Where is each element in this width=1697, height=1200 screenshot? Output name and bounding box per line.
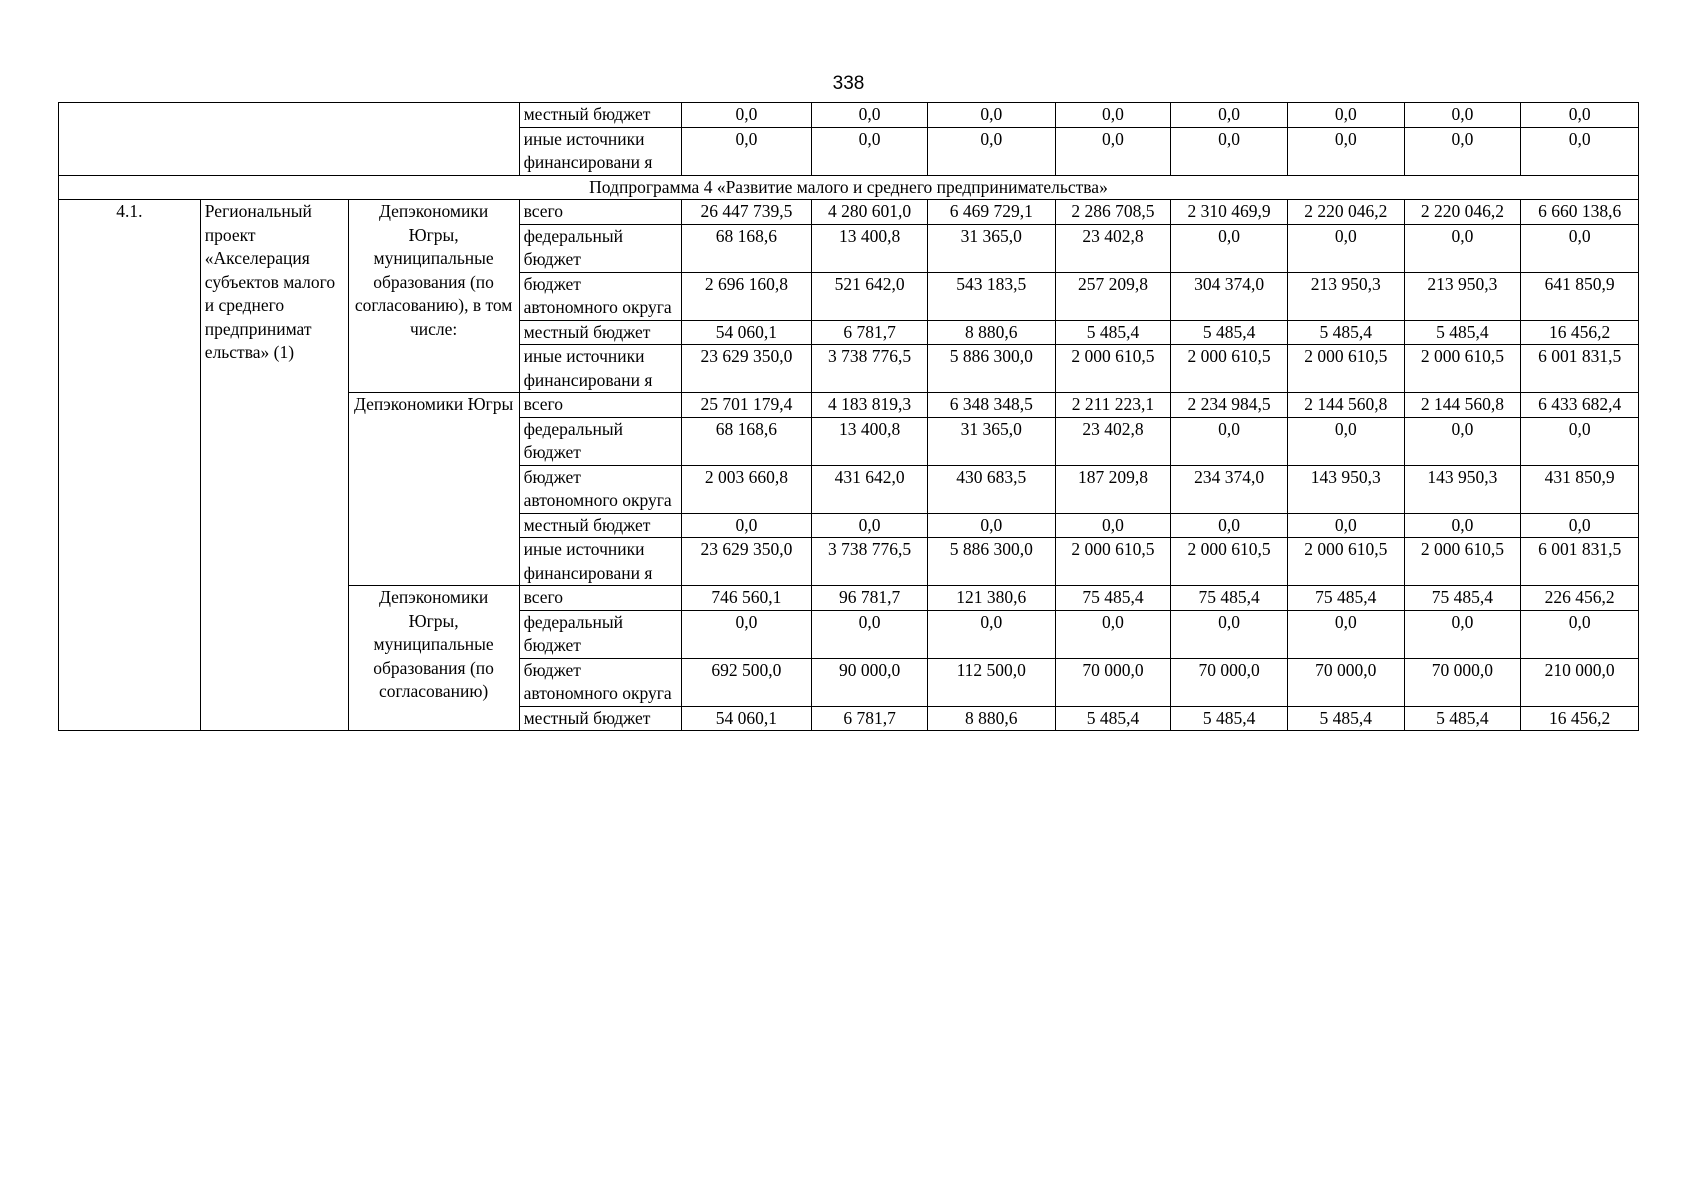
value-cell: 0,0 [927, 513, 1055, 538]
value-cell: 2 000 610,5 [1171, 538, 1288, 586]
executor-name: Депэкономики Югры, муниципальные образования (по согласованию) [348, 586, 519, 731]
value-cell: 2 000 610,5 [1287, 538, 1404, 586]
executor-name: Депэкономики Югры [348, 393, 519, 586]
value-cell: 0,0 [1404, 224, 1521, 272]
value-cell: 0,0 [927, 610, 1055, 658]
value-cell: 121 380,6 [927, 586, 1055, 611]
funding-source: иные источники финансировани я [519, 127, 681, 175]
value-cell: 2 003 660,8 [681, 465, 812, 513]
table-row [59, 200, 1639, 225]
value-cell: 0,0 [812, 513, 928, 538]
funding-source: бюджет автономного округа [519, 465, 681, 513]
value-cell: 0,0 [1287, 224, 1404, 272]
value-cell: 13 400,8 [812, 224, 928, 272]
value-cell: 0,0 [1404, 417, 1521, 465]
value-cell: 23 629 350,0 [681, 345, 812, 393]
value-cell: 2 144 560,8 [1287, 393, 1404, 418]
funding-source: всего [519, 200, 681, 225]
value-cell: 23 402,8 [1055, 417, 1171, 465]
value-cell: 3 738 776,5 [812, 538, 928, 586]
value-cell: 430 683,5 [927, 465, 1055, 513]
funding-source: бюджет автономного округа [519, 272, 681, 320]
value-cell: 8 880,6 [927, 320, 1055, 345]
value-cell: 6 001 831,5 [1521, 538, 1639, 586]
funding-source: местный бюджет [519, 320, 681, 345]
value-cell: 70 000,0 [1287, 658, 1404, 706]
value-cell: 2 234 984,5 [1171, 393, 1288, 418]
budget-table [58, 102, 1639, 731]
value-cell: 543 183,5 [927, 272, 1055, 320]
funding-source: федеральный бюджет [519, 417, 681, 465]
value-cell: 2 220 046,2 [1287, 200, 1404, 225]
value-cell: 70 000,0 [1055, 658, 1171, 706]
value-cell: 68 168,6 [681, 224, 812, 272]
value-cell: 75 485,4 [1287, 586, 1404, 611]
subprogram-row [59, 175, 1639, 200]
value-cell: 96 781,7 [812, 586, 928, 611]
value-cell: 234 374,0 [1171, 465, 1288, 513]
value-cell: 0,0 [927, 127, 1055, 175]
value-cell: 54 060,1 [681, 320, 812, 345]
value-cell: 431 642,0 [812, 465, 928, 513]
value-cell: 0,0 [1521, 224, 1639, 272]
value-cell: 5 485,4 [1287, 706, 1404, 731]
value-cell: 13 400,8 [812, 417, 928, 465]
value-cell: 0,0 [812, 103, 928, 128]
funding-source: всего [519, 586, 681, 611]
value-cell: 0,0 [1287, 103, 1404, 128]
value-cell: 2 211 223,1 [1055, 393, 1171, 418]
value-cell: 2 144 560,8 [1404, 393, 1521, 418]
value-cell: 5 485,4 [1055, 320, 1171, 345]
funding-source: иные источники финансировани я [519, 345, 681, 393]
value-cell: 70 000,0 [1171, 658, 1288, 706]
funding-source: иные источники финансировани я [519, 538, 681, 586]
value-cell: 0,0 [1521, 127, 1639, 175]
funding-source: федеральный бюджет [519, 224, 681, 272]
continuation-cell [59, 103, 520, 176]
value-cell: 70 000,0 [1404, 658, 1521, 706]
value-cell: 5 485,4 [1055, 706, 1171, 731]
value-cell: 75 485,4 [1404, 586, 1521, 611]
subprogram-title: Подпрограмма 4 «Развитие малого и среднего предпринимательства» [59, 175, 1639, 200]
funding-source: местный бюджет [519, 103, 681, 128]
value-cell: 213 950,3 [1287, 272, 1404, 320]
value-cell: 4 183 819,3 [812, 393, 928, 418]
value-cell: 75 485,4 [1055, 586, 1171, 611]
table-row [59, 103, 1639, 128]
value-cell: 0,0 [1404, 103, 1521, 128]
value-cell: 54 060,1 [681, 706, 812, 731]
value-cell: 0,0 [1171, 127, 1288, 175]
value-cell: 187 209,8 [1055, 465, 1171, 513]
page-number: 338 [832, 73, 865, 94]
value-cell: 0,0 [1287, 417, 1404, 465]
value-cell: 6 781,7 [812, 706, 928, 731]
value-cell: 0,0 [1171, 513, 1288, 538]
value-cell: 5 485,4 [1404, 706, 1521, 731]
value-cell: 5 886 300,0 [927, 538, 1055, 586]
value-cell: 4 280 601,0 [812, 200, 928, 225]
value-cell: 2 000 610,5 [1055, 345, 1171, 393]
value-cell: 5 886 300,0 [927, 345, 1055, 393]
value-cell: 0,0 [681, 610, 812, 658]
value-cell: 25 701 179,4 [681, 393, 812, 418]
value-cell: 112 500,0 [927, 658, 1055, 706]
value-cell: 641 850,9 [1521, 272, 1639, 320]
value-cell: 2 000 610,5 [1404, 345, 1521, 393]
budget-table-body [59, 103, 1639, 731]
value-cell: 210 000,0 [1521, 658, 1639, 706]
value-cell: 6 469 729,1 [927, 200, 1055, 225]
value-cell: 0,0 [681, 127, 812, 175]
value-cell: 2 286 708,5 [1055, 200, 1171, 225]
funding-source: всего [519, 393, 681, 418]
value-cell: 143 950,3 [1404, 465, 1521, 513]
value-cell: 143 950,3 [1287, 465, 1404, 513]
value-cell: 26 447 739,5 [681, 200, 812, 225]
value-cell: 746 560,1 [681, 586, 812, 611]
value-cell: 3 738 776,5 [812, 345, 928, 393]
value-cell: 16 456,2 [1521, 320, 1639, 345]
value-cell: 6 781,7 [812, 320, 928, 345]
item-number: 4.1. [59, 200, 201, 731]
value-cell: 0,0 [1287, 127, 1404, 175]
value-cell: 8 880,6 [927, 706, 1055, 731]
value-cell: 2 310 469,9 [1171, 200, 1288, 225]
value-cell: 0,0 [681, 103, 812, 128]
funding-source: бюджет автономного округа [519, 658, 681, 706]
value-cell: 0,0 [1055, 513, 1171, 538]
value-cell: 5 485,4 [1404, 320, 1521, 345]
value-cell: 521 642,0 [812, 272, 928, 320]
value-cell: 0,0 [681, 513, 812, 538]
value-cell: 0,0 [1171, 610, 1288, 658]
value-cell: 0,0 [1055, 610, 1171, 658]
value-cell: 16 456,2 [1521, 706, 1639, 731]
value-cell: 0,0 [1521, 610, 1639, 658]
value-cell: 2 220 046,2 [1404, 200, 1521, 225]
value-cell: 0,0 [1055, 103, 1171, 128]
value-cell: 0,0 [1404, 513, 1521, 538]
value-cell: 0,0 [1521, 513, 1639, 538]
value-cell: 0,0 [1404, 610, 1521, 658]
value-cell: 0,0 [1287, 513, 1404, 538]
executor-name: Депэкономики Югры, муниципальные образования (по согласованию), в том числе: [348, 200, 519, 393]
value-cell: 0,0 [1404, 127, 1521, 175]
value-cell: 304 374,0 [1171, 272, 1288, 320]
value-cell: 2 696 160,8 [681, 272, 812, 320]
funding-source: местный бюджет [519, 513, 681, 538]
value-cell: 431 850,9 [1521, 465, 1639, 513]
value-cell: 23 402,8 [1055, 224, 1171, 272]
value-cell: 0,0 [1171, 417, 1288, 465]
value-cell: 0,0 [1521, 103, 1639, 128]
value-cell: 6 660 138,6 [1521, 200, 1639, 225]
value-cell: 226 456,2 [1521, 586, 1639, 611]
value-cell: 2 000 610,5 [1171, 345, 1288, 393]
value-cell: 6 348 348,5 [927, 393, 1055, 418]
value-cell: 692 500,0 [681, 658, 812, 706]
value-cell: 2 000 610,5 [1404, 538, 1521, 586]
value-cell: 0,0 [1171, 103, 1288, 128]
value-cell: 0,0 [1287, 610, 1404, 658]
value-cell: 5 485,4 [1171, 706, 1288, 731]
value-cell: 6 001 831,5 [1521, 345, 1639, 393]
value-cell: 257 209,8 [1055, 272, 1171, 320]
value-cell: 68 168,6 [681, 417, 812, 465]
value-cell: 5 485,4 [1171, 320, 1288, 345]
value-cell: 0,0 [812, 610, 928, 658]
value-cell: 90 000,0 [812, 658, 928, 706]
value-cell: 2 000 610,5 [1287, 345, 1404, 393]
funding-source: местный бюджет [519, 706, 681, 731]
value-cell: 0,0 [927, 103, 1055, 128]
value-cell: 0,0 [1521, 417, 1639, 465]
project-name: Региональный проект «Акселерация субъектов малого и среднего предпринимат ельства» (1) [200, 200, 348, 731]
value-cell: 213 950,3 [1404, 272, 1521, 320]
value-cell: 2 000 610,5 [1055, 538, 1171, 586]
value-cell: 0,0 [1171, 224, 1288, 272]
value-cell: 6 433 682,4 [1521, 393, 1639, 418]
value-cell: 31 365,0 [927, 224, 1055, 272]
value-cell: 31 365,0 [927, 417, 1055, 465]
funding-source: федеральный бюджет [519, 610, 681, 658]
value-cell: 5 485,4 [1287, 320, 1404, 345]
value-cell: 75 485,4 [1171, 586, 1288, 611]
value-cell: 0,0 [812, 127, 928, 175]
value-cell: 23 629 350,0 [681, 538, 812, 586]
value-cell: 0,0 [1055, 127, 1171, 175]
